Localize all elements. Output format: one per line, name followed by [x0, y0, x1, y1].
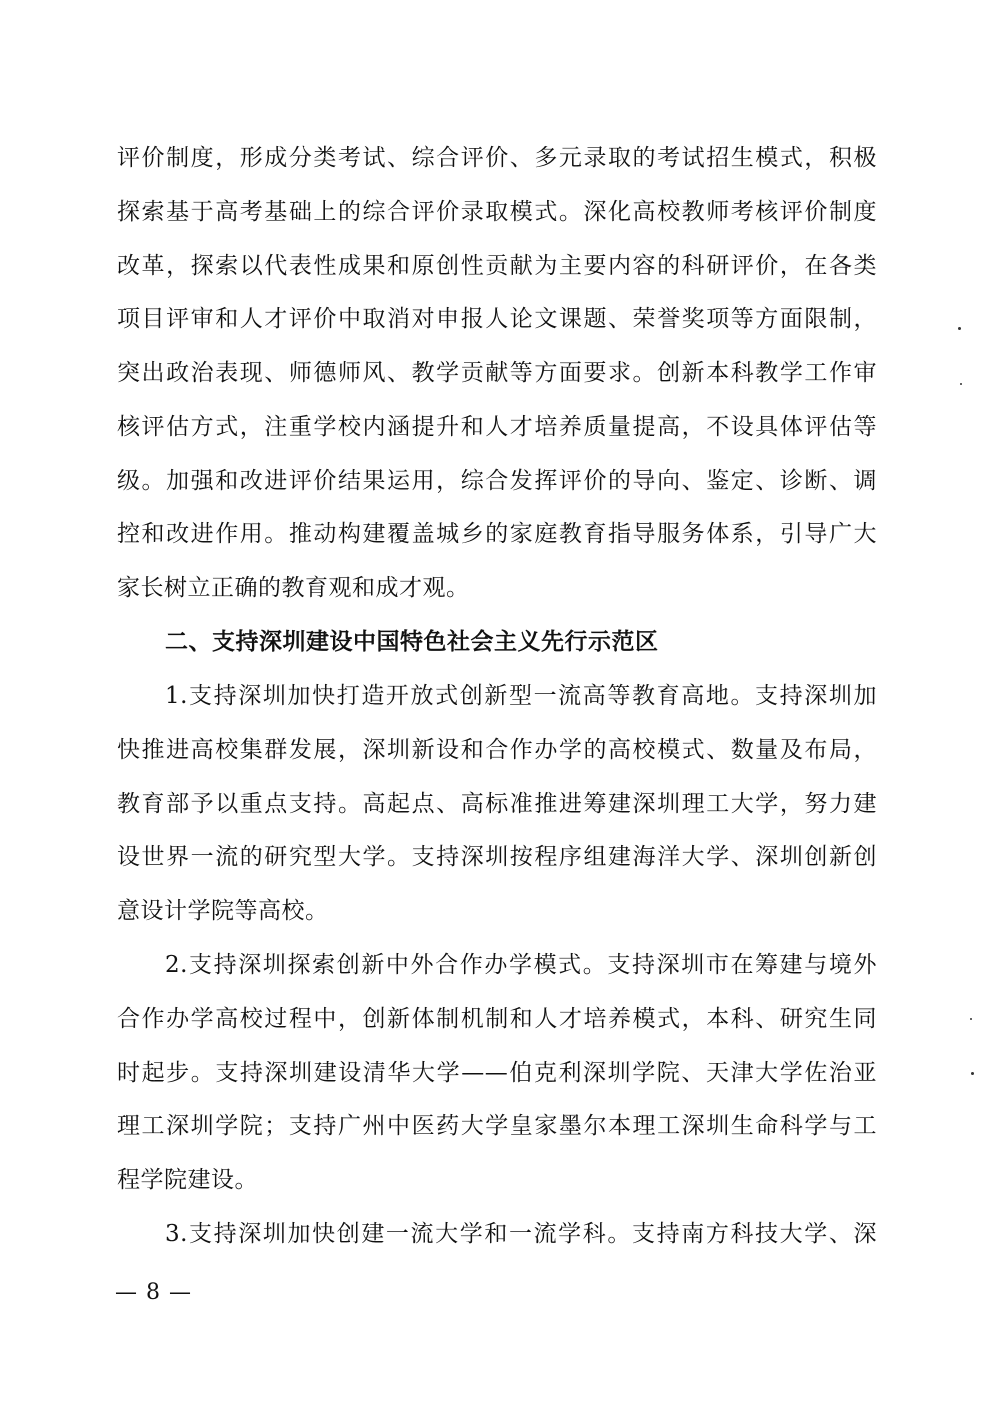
text-line: 核评估方式，注重学校内涵提升和人才培养质量提高，不设具体评估等	[117, 414, 877, 440]
page-number: — 8 —	[115, 1280, 192, 1305]
text-line: 2.支持深圳探索创新中外合作办学模式。支持深圳市在筹建与境外	[165, 952, 877, 978]
text-line: 家长树立正确的教育观和成才观。	[117, 575, 470, 601]
text-line: 程学院建设。	[117, 1167, 258, 1193]
text-line: 改革，探索以代表性成果和原创性贡献为主要内容的科研评价，在各类	[117, 253, 877, 279]
text-line: 设世界一流的研究型大学。支持深圳按程序组建海洋大学、深圳创新创	[117, 844, 877, 870]
text-line: 项目评审和人才评价中取消对申报人论文课题、荣誉奖项等方面限制，	[117, 306, 877, 332]
text-line: 1.支持深圳加快打造开放式创新型一流高等教育高地。支持深圳加	[165, 683, 877, 709]
text-line: 理工深圳学院；支持广州中医药大学皇家墨尔本理工深圳生命科学与工	[117, 1113, 877, 1139]
scan-speck	[958, 327, 961, 330]
text-line: 教育部予以重点支持。高起点、高标准推进筹建深圳理工大学，努力建	[117, 791, 877, 817]
text-line: 时起步。支持深圳建设清华大学——伯克利深圳学院、天津大学佐治亚	[117, 1060, 877, 1086]
scan-speck	[970, 1018, 972, 1020]
text-line: 快推进高校集群发展，深圳新设和合作办学的高校模式、数量及布局，	[117, 737, 877, 763]
text-line: 探索基于高考基础上的综合评价录取模式。深化高校教师考核评价制度	[117, 199, 877, 225]
text-line: 意设计学院等高校。	[117, 898, 329, 924]
text-line: 突出政治表现、师德师风、教学贡献等方面要求。创新本科教学工作审	[117, 360, 877, 386]
text-line: 合作办学高校过程中，创新体制机制和人才培养模式，本科、研究生同	[117, 1006, 877, 1032]
text-line: 控和改进作用。推动构建覆盖城乡的家庭教育指导服务体系，引导广大	[117, 521, 877, 547]
text-line: 级。加强和改进评价结果运用，综合发挥评价的导向、鉴定、诊断、调	[117, 468, 877, 494]
text-line: 评价制度，形成分类考试、综合评价、多元录取的考试招生模式，积极	[117, 145, 877, 171]
text-line: 3.支持深圳加快创建一流大学和一流学科。支持南方科技大学、深	[165, 1221, 877, 1247]
scan-speck	[971, 1072, 974, 1075]
section-heading: 二、支持深圳建设中国特色社会主义先行示范区	[165, 629, 659, 655]
scan-speck	[960, 383, 962, 385]
